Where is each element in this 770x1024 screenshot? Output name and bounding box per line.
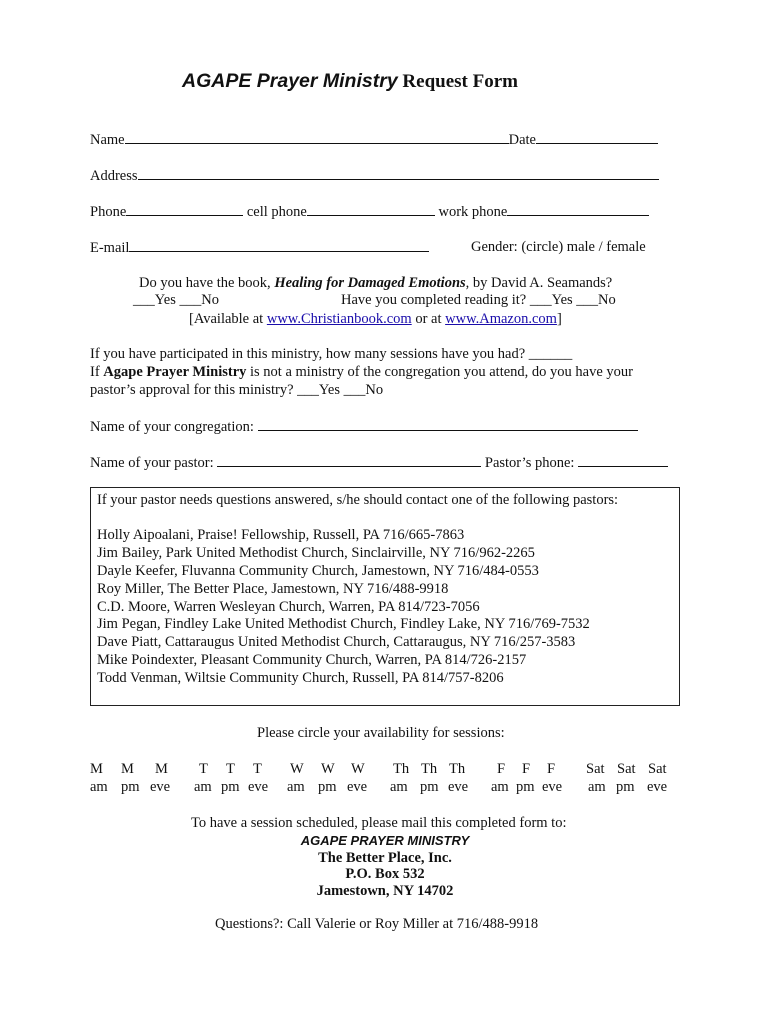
mail-org: AGAPE PRAYER MINISTRY [300, 833, 470, 848]
slot-tuesday-eve[interactable]: eve [248, 779, 269, 795]
christianbook-link[interactable]: www.Christianbook.com [266, 311, 412, 327]
slot-wednesday-am-day[interactable]: W [290, 761, 304, 777]
slot-friday-am[interactable]: am [491, 779, 509, 795]
slot-thursday-pm-day[interactable]: Th [421, 761, 438, 777]
have-book-yes-no[interactable]: ___Yes ___No [133, 292, 219, 308]
pastor-contact: Mike Poindexter, Pleasant Community Church, Warren, PA 814/726-2157 [97, 652, 527, 668]
slot-friday-am-day[interactable]: F [497, 761, 506, 777]
slot-saturday-eve[interactable]: eve [647, 779, 668, 795]
phone-row [90, 203, 649, 221]
slot-thursday-pm[interactable]: pm [420, 779, 439, 795]
gender-label: Gender: (circle) male / female [471, 239, 646, 255]
name-label: Name [90, 132, 125, 148]
slot-monday-pm[interactable]: pm [121, 779, 140, 795]
availability-note-mid: or at [411, 311, 446, 327]
name-field[interactable] [125, 131, 509, 144]
slot-tuesday-pm[interactable]: pm [221, 779, 240, 795]
slot-thursday-am-day[interactable]: Th [393, 761, 410, 777]
pastor-contact: Roy Miller, The Better Place, Jamestown, NY 716/488-9918 [97, 581, 449, 597]
pastors-contact-box [90, 487, 680, 706]
pastor-label: Name of your pastor: [90, 455, 218, 471]
slot-thursday-am[interactable]: am [390, 779, 408, 795]
slot-wednesday-pm[interactable]: pm [318, 779, 337, 795]
phone-field[interactable] [126, 203, 243, 216]
slot-monday-am[interactable]: am [90, 779, 108, 795]
completed-reading-question[interactable]: Have you completed reading it? ___Yes ___No [341, 292, 616, 308]
date-label: Date [508, 132, 536, 148]
book-question-pre: Do you have the book, [139, 275, 275, 291]
book-title: Healing for Damaged Emotions [274, 275, 466, 291]
cell-phone-label: cell phone [243, 204, 307, 220]
address-label: Address [90, 168, 138, 184]
sessions-question[interactable]: If you have participated in this ministry, how many sessions have you had? ______ [90, 346, 573, 362]
book-question-post: , by David A. Seamands? [465, 275, 613, 291]
questions-contact: Questions?: Call Valerie or Roy Miller at 716/488-9918 [215, 916, 539, 932]
date-field[interactable] [536, 131, 658, 144]
slot-tuesday-pm-day[interactable]: T [226, 761, 235, 777]
pastor-contact: Jim Bailey, Park United Methodist Church, Sinclairville, NY 716/962-2265 [97, 545, 535, 561]
pastor-contact: C.D. Moore, Warren Wesleyan Church, Warren, PA 814/723-7056 [97, 599, 480, 615]
availability-note-pre: [Available at [189, 311, 267, 327]
address-field[interactable] [138, 167, 659, 180]
slot-monday-pm-day[interactable]: M [121, 761, 134, 777]
congregation-label: Name of your congregation: [90, 419, 258, 435]
ministry-congregation-question [90, 364, 633, 381]
slot-tuesday-am[interactable]: am [194, 779, 212, 795]
pastor-contact: Todd Venman, Wiltsie Community Church, Russell, PA 814/757-8206 [97, 670, 504, 686]
work-phone-field[interactable] [507, 203, 649, 216]
availability-note-post: ] [556, 311, 562, 327]
pastor-phone-field[interactable] [578, 454, 668, 467]
mail-line-2: P.O. Box 532 [345, 866, 425, 882]
slot-saturday-eve-day[interactable]: Sat [648, 761, 667, 777]
slot-wednesday-pm-day[interactable]: W [321, 761, 335, 777]
title-form: Request Form [397, 71, 518, 92]
mail-instruction: To have a session scheduled, please mail this completed form to: [191, 815, 567, 831]
ministry-name: Agape Prayer Ministry [103, 364, 247, 380]
mail-line-1: The Better Place, Inc. [318, 850, 452, 866]
email-field[interactable] [129, 239, 429, 252]
address-row [90, 167, 659, 185]
mail-line-3: Jamestown, NY 14702 [316, 883, 454, 899]
availability-heading: Please circle your availability for sessions: [257, 725, 505, 741]
pastor-contact: Holly Aipoalani, Praise! Fellowship, Russell, PA 716/665-7863 [97, 527, 465, 543]
slot-wednesday-eve-day[interactable]: W [351, 761, 365, 777]
slot-monday-eve-day[interactable]: M [155, 761, 168, 777]
slot-friday-eve-day[interactable]: F [547, 761, 556, 777]
pastor-contact: Dayle Keefer, Fluvanna Community Church, Jamestown, NY 716/484-0553 [97, 563, 539, 579]
slot-saturday-pm-day[interactable]: Sat [617, 761, 636, 777]
slot-tuesday-am-day[interactable]: T [199, 761, 208, 777]
amazon-link[interactable]: www.Amazon.com [445, 311, 557, 327]
pastors-box-intro: If your pastor needs questions answered, s/he should contact one of the following pastors: [97, 492, 619, 508]
cell-phone-field[interactable] [307, 203, 435, 216]
email-row [90, 239, 429, 257]
pastor-approval-question[interactable]: pastor’s approval for this ministry? ___Yes ___No [90, 382, 384, 398]
slot-thursday-eve[interactable]: eve [448, 779, 469, 795]
slot-wednesday-eve[interactable]: eve [347, 779, 368, 795]
ministry-question-post: is not a ministry of the congregation you attend, do you have your [246, 364, 633, 380]
pastor-field[interactable] [217, 454, 481, 467]
slot-friday-pm[interactable]: pm [516, 779, 535, 795]
pastor-row [90, 454, 668, 472]
slot-friday-eve[interactable]: eve [542, 779, 563, 795]
pastor-contact: Jim Pegan, Findley Lake United Methodist Church, Findley Lake, NY 716/769-7532 [97, 616, 590, 632]
slot-tuesday-eve-day[interactable]: T [253, 761, 262, 777]
name-row [90, 131, 658, 149]
slot-monday-eve[interactable]: eve [150, 779, 171, 795]
page-title [182, 70, 518, 93]
slot-saturday-am-day[interactable]: Sat [586, 761, 605, 777]
work-phone-label: work phone [434, 204, 508, 220]
slot-monday-am-day[interactable]: M [90, 761, 103, 777]
congregation-field[interactable] [258, 418, 638, 431]
book-question [139, 275, 612, 292]
slot-thursday-eve-day[interactable]: Th [449, 761, 466, 777]
pastor-phone-label: Pastor’s phone: [481, 455, 579, 471]
email-label: E-mail [90, 240, 130, 256]
title-ministry: AGAPE Prayer Ministry [182, 70, 398, 92]
slot-saturday-am[interactable]: am [588, 779, 606, 795]
slot-saturday-pm[interactable]: pm [616, 779, 635, 795]
slot-friday-pm-day[interactable]: F [522, 761, 531, 777]
ministry-question-pre: If [90, 364, 104, 380]
pastor-contact: Dave Piatt, Cattaraugus United Methodist Church, Cattaraugus, NY 716/257-3583 [97, 634, 576, 650]
slot-wednesday-am[interactable]: am [287, 779, 305, 795]
availability-note [189, 311, 562, 328]
congregation-row [90, 418, 638, 436]
phone-label: Phone [90, 204, 127, 220]
